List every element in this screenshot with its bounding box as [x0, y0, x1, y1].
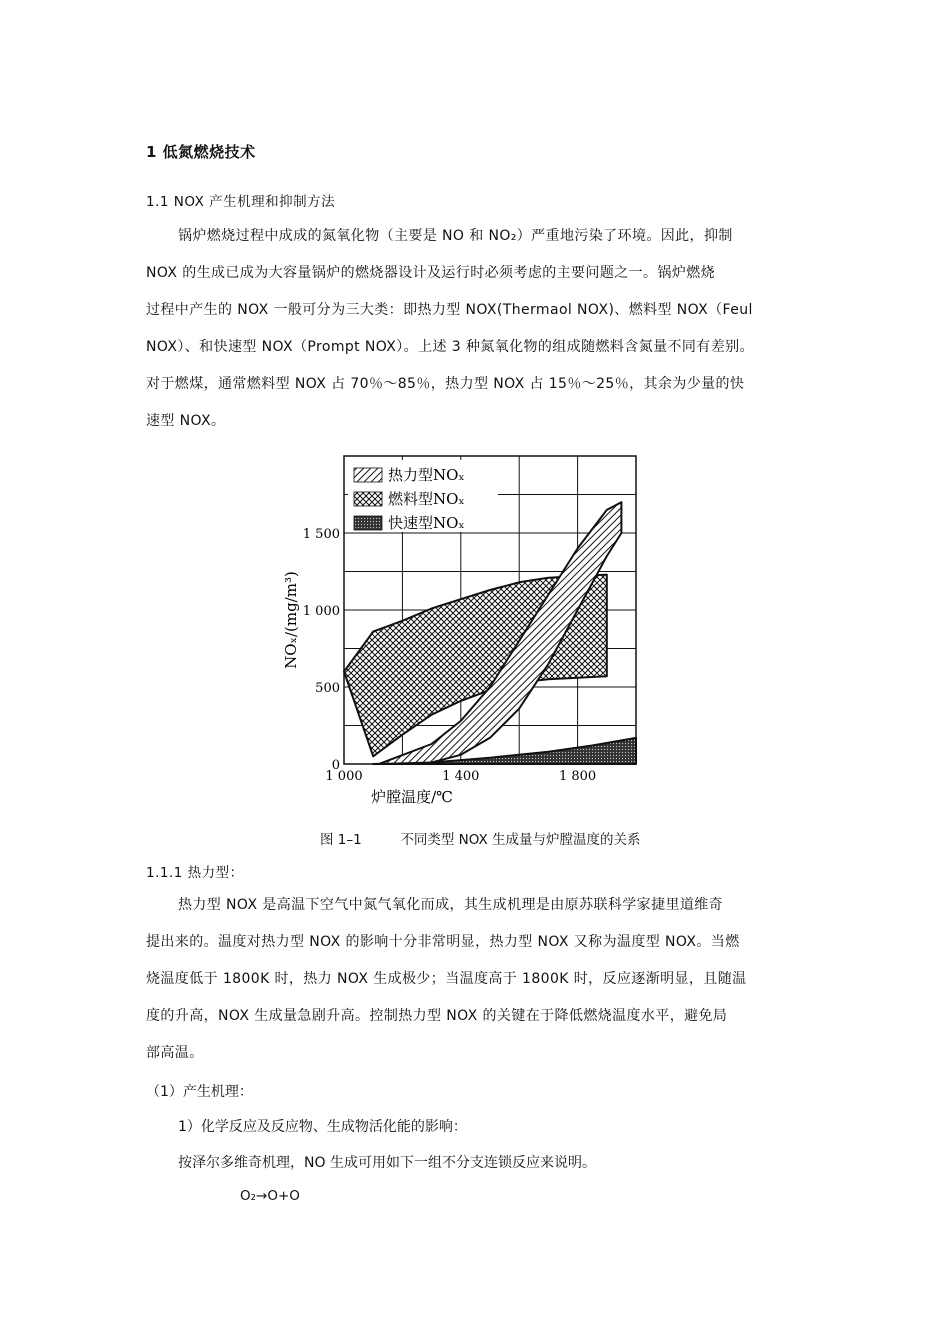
y-axis-ticks	[303, 527, 340, 773]
figure-title: 不同类型 NOX 生成量与炉膛温度的关系	[400, 832, 641, 848]
paragraph-line: 部高温。	[146, 1045, 204, 1061]
paragraph-line: NOX）、和快速型 NOX（Prompt NOX）。上述 3 种氮氧化物的组成随燃料含氮量不同有差别。	[146, 339, 754, 355]
subsubsection-heading: 1.1.1 热力型：	[146, 865, 244, 881]
legend-label: 燃料型NOₓ	[388, 490, 465, 508]
figure-number: 图 1–1	[320, 832, 362, 848]
chart-legend	[348, 460, 498, 532]
nox-chart	[270, 448, 650, 818]
paragraph-line: 速型 NOX。	[146, 413, 226, 429]
y-tick-label: 500	[315, 681, 340, 696]
list-subitem: 1）化学反应及反应物、生成物活化能的影响：	[178, 1119, 467, 1135]
y-axis-label: NOₓ/(mg/m³)	[282, 571, 300, 669]
legend-label: 快速型NOₓ	[388, 514, 465, 532]
paragraph-line: 提出来的。温度对热力型 NOX 的影响十分非常明显，热力型 NOX 又称为温度型 NOX。当燃	[146, 934, 740, 950]
paragraph-line: 烧温度低于 1800K 时，热力 NOX 生成极少；当温度高于 1800K 时，反应逐渐明显，且随温	[146, 971, 747, 987]
paragraph-line: 过程中产生的 NOX 一般可分为三大类：即热力型 NOX(Thermaol NOX)、燃料型 NOX（Feul	[146, 302, 753, 318]
list-item: （1）产生机理：	[146, 1084, 253, 1100]
section-heading: 1 低氮燃烧技术	[146, 143, 256, 161]
y-tick-label: 1 500	[302, 527, 340, 542]
intro-paragraph	[146, 218, 826, 440]
chart-areas	[344, 502, 636, 764]
legend-swatch	[354, 468, 382, 482]
equation: O₂→O+O	[240, 1188, 300, 1204]
paragraph-line: NOX 的生成已成为大容量锅炉的燃烧器设计及运行时必须考虑的主要问题之一。锅炉燃烧	[146, 265, 716, 281]
x-axis-ticks	[325, 769, 596, 784]
paragraph-line: 按泽尔多维奇机理，NO 生成可用如下一组不分支连锁反应来说明。	[178, 1155, 596, 1171]
x-tick-label: 1 000	[325, 769, 363, 784]
x-tick-label: 1 400	[442, 769, 480, 784]
y-tick-label: 0	[331, 758, 340, 773]
subsection-heading: 1.1 NOX 产生机理和抑制方法	[146, 194, 336, 210]
y-tick-label: 1 000	[302, 604, 340, 619]
paragraph-line: 热力型 NOX 是高温下空气中氮气氧化而成，其生成机理是由原苏联科学家捷里道维奇	[178, 897, 724, 913]
paragraph-line: 度的升高，NOX 生成量急剧升高。控制热力型 NOX 的关键在于降低燃烧温度水平，避免局	[146, 1008, 728, 1024]
legend-swatch	[354, 516, 382, 530]
x-axis-label: 炉膛温度/℃	[371, 788, 453, 806]
paragraph-line: 锅炉燃烧过程中成成的氮氧化物（主要是 NO 和 NO₂）严重地污染了环境。因此，抑制	[178, 228, 733, 244]
figure-caption	[320, 828, 641, 848]
paragraph-line: 对于燃煤，通常燃料型 NOX 占 70％～85％，热力型 NOX 占 15％～25％，其余为少量的快	[146, 376, 745, 392]
legend-swatch	[354, 492, 382, 506]
thermal-paragraph	[146, 887, 826, 1072]
legend-label: 热力型NOₓ	[388, 466, 465, 484]
x-tick-label: 1 800	[558, 769, 597, 784]
